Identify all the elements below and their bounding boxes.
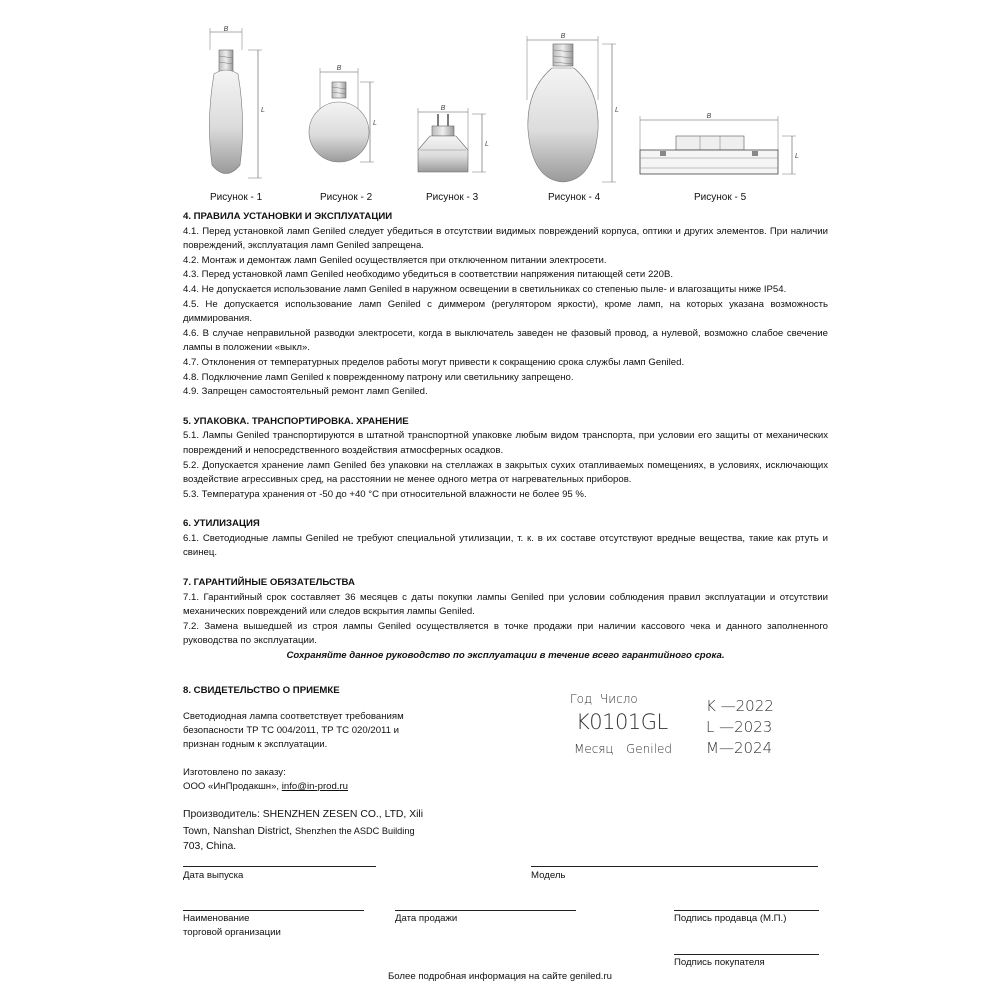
manufacturer-address: Shenzhen the ASDC Building: [295, 826, 415, 836]
year-label: Год: [570, 692, 593, 706]
lamp-globe-drawing: [309, 68, 374, 162]
figure-caption: Рисунок - 2: [320, 192, 373, 203]
paragraph: 6.1. Светодиодные лампы Geniled не требуют специальной утилизации, т. к. в их составе отсутствуют вредные вещества, такие как ртуть и свинец.: [183, 532, 828, 559]
model-line[interactable]: [531, 866, 818, 867]
lamp-spot-drawing: [418, 108, 486, 172]
section-warranty: [183, 576, 828, 649]
ordered-company: [183, 780, 348, 795]
paragraph: 7.2. Замена вышедшей из строя лампы Geniled осуществляется в точке продажи при наличии кассового чека и данного заполненного руководства по эксплуатации.: [183, 620, 828, 647]
paragraph: 4.6. В случае неправильной разводки электросети, когда в выключатель заведен не фазовый провод, а нулевой, возможно слабое свечение лампы в положении «выкл».: [183, 327, 828, 354]
paragraph: 5.2. Допускается хранение ламп Geniled без упаковки на стеллажах в закрытых сухих отапливаемых помещениях, в условиях, исключающих воздействие агрессивных сред, на расстоянии не менее одного метра от нагревательных приборов.: [183, 459, 828, 486]
keep-manual-note: Сохраняйте данное руководство по эксплуатации в течение всего гарантийного срока.: [286, 650, 725, 662]
cert-line: безопасности ТР ТС 004/2011, ТР ТС 020/2011 и: [183, 725, 400, 736]
manufacturer-address: Town, Nanshan District,: [183, 826, 296, 837]
ordered-company-name: ООО «ИнПродакшн»,: [183, 781, 282, 792]
manufacturer-name: SHENZHEN ZESEN CO., LTD, Xili: [262, 809, 424, 820]
month-label: Месяц: [574, 742, 614, 756]
ordered-label: Изготовлено по заказу:: [183, 767, 286, 778]
year-code: K —2022: [706, 697, 774, 715]
dim-b-label: B: [336, 65, 342, 72]
footer-info: Более подробная информация на сайте geniled.ru: [387, 971, 612, 982]
paragraph: 4.5. Не допускается использование ламп Geniled с диммером (регулятором яркости), кроме ламп, на которых указана возможность диммирования.: [183, 298, 828, 325]
brand-label: Geniled: [626, 742, 672, 756]
email-link[interactable]: info@in-prod.ru: [281, 781, 349, 792]
model-label: Модель: [531, 870, 566, 881]
release-date-line[interactable]: [183, 866, 376, 867]
manual-body: [183, 210, 828, 664]
dim-l-label: L: [261, 107, 265, 114]
paragraph: 4.2. Монтаж и демонтаж ламп Geniled осуществляется при отключенном питании электросети.: [183, 254, 607, 266]
paragraph: 4.8. Подключение ламп Geniled к поврежденному патрону или светильнику запрещено.: [183, 371, 574, 383]
sale-date-label: Дата продажи: [395, 913, 458, 924]
section-heading: 4. ПРАВИЛА УСТАНОВКИ И ЭКСПЛУАТАЦИИ: [183, 211, 393, 222]
paragraph: 5.3. Температура хранения от -50 до +40 °С при относительной влажности не более 95 %.: [183, 488, 587, 500]
manufacturer-line: [183, 824, 415, 840]
dim-b-label: B: [706, 113, 712, 120]
org-name-line[interactable]: [183, 910, 364, 911]
paragraph: 4.7. Отклонения от температурных пределов работы могут привести к сокращению срока службы ламп Geniled.: [183, 356, 685, 368]
year-code: L —2023: [706, 718, 773, 736]
org-name-label: Наименование: [183, 913, 250, 924]
lamp-gx53-drawing: [640, 116, 796, 174]
section-disposal: [183, 517, 828, 561]
production-code: K0101GL: [576, 710, 668, 734]
paragraph: 4.1. Перед установкой ламп Geniled следует убедиться в отсутствии видимых повреждений корпуса, оптики и других элементов. При наличии повреждений, эксплуатация ламп Geniled запрещена.: [183, 225, 828, 252]
cert-line: Светодиодная лампа соответствует требованиям: [183, 711, 404, 722]
section-heading: 7. ГАРАНТИЙНЫЕ ОБЯЗАТЕЛЬСТВА: [183, 577, 355, 589]
section-heading: 6. УТИЛИЗАЦИЯ: [183, 518, 260, 530]
figure-caption: Рисунок - 1: [210, 192, 263, 203]
lamp-classic-drawing: [527, 36, 616, 182]
section-heading: 5. УПАКОВКА. ТРАНСПОРТИРОВКА. ХРАНЕНИЕ: [183, 415, 409, 427]
lamp-drawings: [0, 0, 1000, 210]
paragraph: 4.9. Запрещен самостоятельный ремонт ламп Geniled.: [183, 386, 428, 398]
section-installation: [183, 210, 828, 400]
buyer-sign-label: Подпись покупателя: [674, 957, 765, 968]
manufacturer-line: [183, 808, 423, 823]
paragraph: 4.4. Не допускается использование ламп Geniled в наружном освещении в светильниках со степенью пыле- и влагозащиты ниже IP54.: [183, 283, 787, 295]
section-packaging: [183, 415, 828, 503]
day-label: Число: [600, 692, 638, 706]
org-name-label: торговой организации: [183, 927, 281, 938]
manufacturer-line: 703, China.: [183, 841, 237, 852]
figure-caption: Рисунок - 4: [548, 192, 601, 203]
figure-caption: Рисунок - 3: [426, 192, 479, 203]
seller-sign-label: Подпись продавца (М.П.): [674, 913, 787, 924]
manufacturer-label: Производитель:: [183, 809, 263, 820]
cert-line: признан годным к эксплуатации.: [183, 739, 328, 750]
acceptance-heading: 8. СВИДЕТЕЛЬСТВО О ПРИЕМКЕ: [183, 685, 340, 696]
dim-b-label: B: [223, 26, 229, 33]
seller-sign-line[interactable]: [674, 910, 819, 911]
dim-l-label: L: [485, 141, 489, 148]
lamp-candle-drawing: [209, 28, 262, 178]
paragraph: 7.1. Гарантийный срок составляет 36 месяцев с даты покупки лампы Geniled при условии соблюдения правил эксплуатации и отсутствии механических повреждений или следов вскрытия лампы Geniled.: [183, 591, 828, 618]
sale-date-line[interactable]: [395, 910, 576, 911]
paragraph: 4.3. Перед установкой ламп Geniled необходимо убедиться в соответствии напряжения питающей сети 220В.: [183, 269, 674, 281]
figure-caption: Рисунок - 5: [694, 192, 747, 203]
dim-l-label: L: [795, 153, 799, 160]
paragraph: 5.1. Лампы Geniled транспортируются в штатной транспортной упаковке любым видом транспорта, при условии его защиты от механических повреждений и непосредственного воздействия атмосферных осадков.: [183, 430, 828, 456]
dim-b-label: B: [560, 33, 566, 40]
dim-l-label: L: [373, 120, 377, 127]
dim-l-label: L: [615, 107, 619, 114]
year-code: M—2024: [706, 739, 773, 757]
release-date-label: Дата выпуска: [183, 870, 244, 881]
buyer-sign-line[interactable]: [674, 954, 819, 955]
dim-b-label: B: [440, 105, 446, 112]
lamp-figures: [0, 0, 1000, 210]
